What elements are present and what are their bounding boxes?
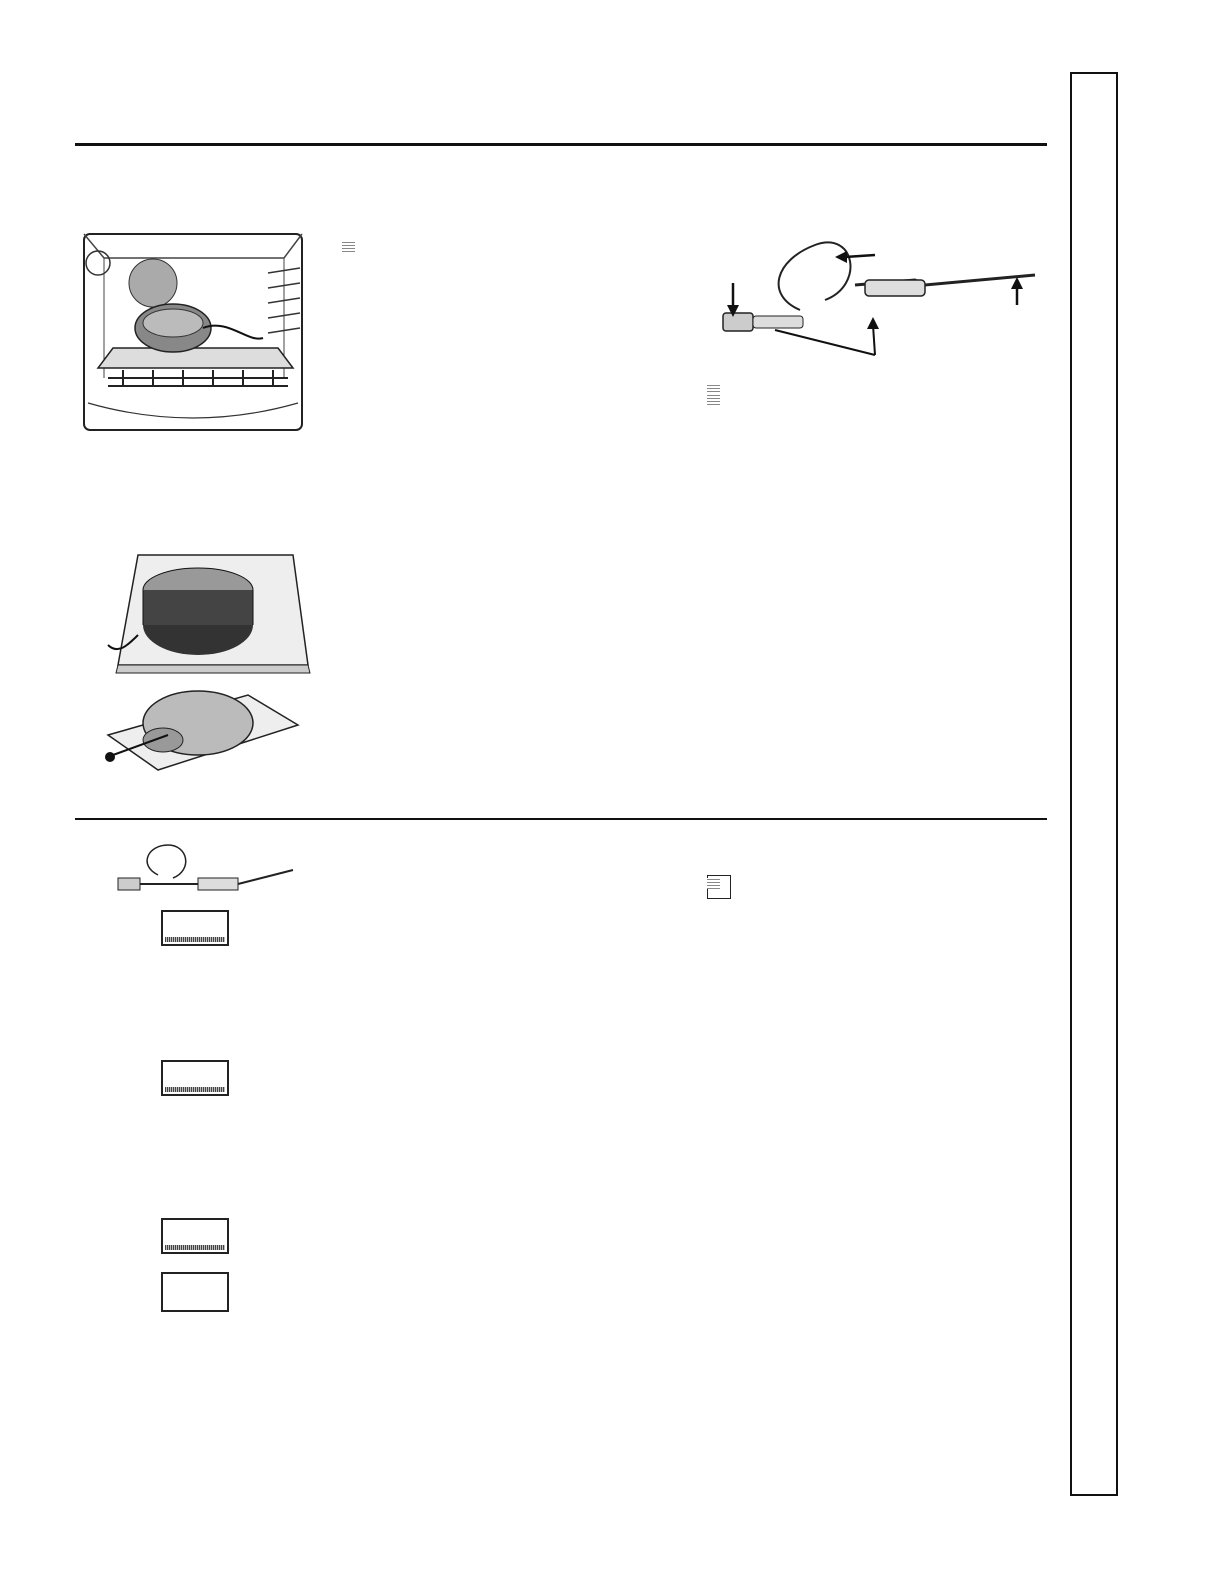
key-bar [165,1245,225,1250]
header-rule [75,143,1047,146]
keypad-illustration [78,840,313,1360]
oven-interior-illustration [78,228,308,443]
section-rule [75,818,1047,820]
probe-key-label [163,912,227,922]
key-bar [165,1087,225,1092]
roast-turkey-illustration [78,545,313,800]
mid-column-top [340,228,680,239]
mid-column-lower [340,546,680,557]
bullet-icon [342,241,355,252]
bake-key-label [163,1062,227,1072]
section2-right-column [705,862,1045,876]
probe-diagram [705,225,1050,370]
section-tab-bar [1070,72,1118,1496]
probe-small-icon [98,840,298,900]
bullet-icon [707,878,720,889]
key-bar [165,937,225,942]
bake-key[interactable] [161,1060,229,1096]
right-column-notes [705,382,1045,392]
bullet-icon [707,394,720,405]
clear-off-key[interactable] [161,1272,229,1312]
probe-key[interactable] [161,910,229,946]
right-column-body [705,546,1045,557]
start-key-label [163,1220,227,1230]
start-key[interactable] [161,1218,229,1254]
off-key-label [163,1278,227,1280]
